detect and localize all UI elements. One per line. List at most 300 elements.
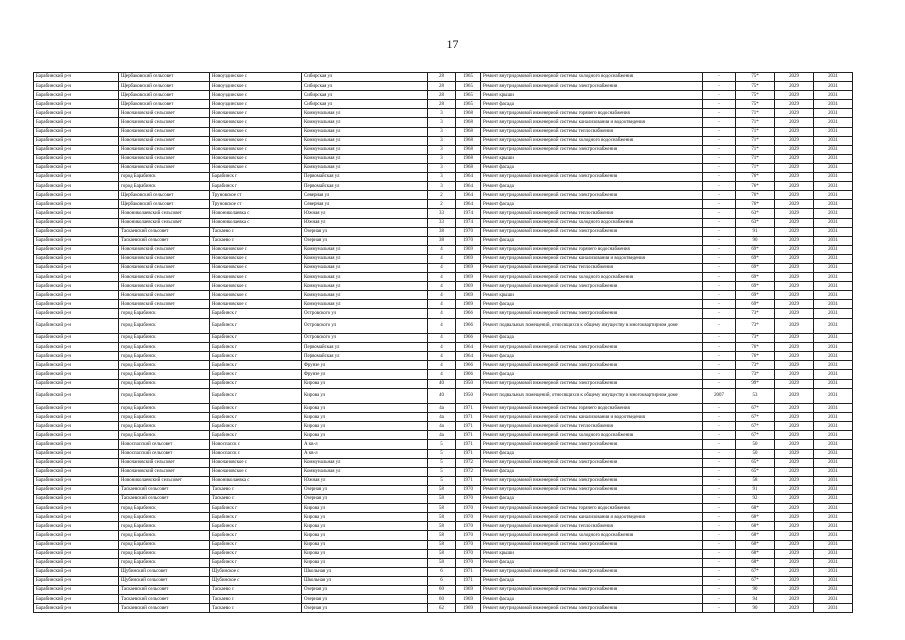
cell-street: Коммунальная ул bbox=[302, 127, 428, 136]
cell-plan-to: 2031 bbox=[814, 604, 853, 613]
table-row bbox=[34, 576, 853, 585]
cell-district: Барабинский р-н bbox=[34, 82, 119, 91]
cell-plan-from: 2029 bbox=[775, 540, 814, 549]
cell-settlement: Таскаево с bbox=[210, 236, 302, 245]
cell-council: Новочановский сельсовет bbox=[119, 245, 210, 254]
cell-settlement: Новочановское с bbox=[210, 109, 302, 118]
cell-settlement: Таскаево с bbox=[210, 227, 302, 236]
cell-house: 58 bbox=[428, 485, 456, 494]
cell-house: 28 bbox=[428, 82, 456, 91]
cell-council: Щербаковский сельсовет bbox=[119, 191, 210, 200]
cell-last-repair: - bbox=[703, 136, 736, 145]
cell-plan-to: 2031 bbox=[814, 300, 853, 309]
cell-house: 3 bbox=[428, 163, 456, 172]
cell-year: 1974 bbox=[456, 209, 481, 218]
cell-street: Сибирская ул bbox=[302, 73, 428, 82]
table-row bbox=[34, 585, 853, 594]
cell-last-repair: - bbox=[703, 549, 736, 558]
cell-plan-to: 2031 bbox=[814, 145, 853, 154]
cell-work: Ремонт внутридомовой инженерной системы канализования и водоотведения bbox=[481, 254, 703, 263]
cell-house: 4 bbox=[428, 352, 456, 361]
cell-house: 4 bbox=[428, 361, 456, 370]
cell-street: Коммунальная ул bbox=[302, 145, 428, 154]
cell-plan-from: 2029 bbox=[775, 334, 814, 343]
cell-council: Новоспасский сельсовет bbox=[119, 440, 210, 449]
cell-plan-from: 2029 bbox=[775, 413, 814, 422]
cell-year: 1971 bbox=[456, 576, 481, 585]
cell-street: Первомайская ул bbox=[302, 173, 428, 182]
cell-plan-to: 2031 bbox=[814, 352, 853, 361]
cell-house: 4а bbox=[428, 422, 456, 431]
cell-plan-from: 2029 bbox=[775, 585, 814, 594]
cell-settlement: Барабинск г bbox=[210, 513, 302, 522]
cell-house: 58 bbox=[428, 522, 456, 531]
cell-house: 33 bbox=[428, 218, 456, 227]
cell-plan-from: 2029 bbox=[775, 200, 814, 209]
table-row bbox=[34, 422, 853, 431]
cell-last-repair: - bbox=[703, 567, 736, 576]
cell-house: 3 bbox=[428, 136, 456, 145]
cell-plan-to: 2031 bbox=[814, 595, 853, 604]
cell-plan-from: 2029 bbox=[775, 558, 814, 567]
cell-council: город Барабинск bbox=[119, 540, 210, 549]
table-row bbox=[34, 154, 853, 163]
table-row bbox=[34, 273, 853, 282]
cell-settlement: Новониколаевка с bbox=[210, 209, 302, 218]
cell-wear: 71* bbox=[736, 109, 775, 118]
cell-wear: 75* bbox=[736, 82, 775, 91]
table-row bbox=[34, 218, 853, 227]
cell-street: Сибирская ул bbox=[302, 100, 428, 109]
cell-work: Ремонт внутридомовой инженерной системы электроснабжения bbox=[481, 361, 703, 370]
cell-wear: 75* bbox=[736, 100, 775, 109]
cell-plan-to: 2031 bbox=[814, 431, 853, 440]
cell-plan-to: 2031 bbox=[814, 100, 853, 109]
cell-council: Таскаевский сельсовет bbox=[119, 236, 210, 245]
cell-last-repair: - bbox=[703, 370, 736, 379]
cell-plan-to: 2031 bbox=[814, 127, 853, 136]
cell-last-repair: - bbox=[703, 413, 736, 422]
cell-last-repair: - bbox=[703, 476, 736, 485]
cell-year: 1969 bbox=[456, 585, 481, 594]
cell-council: Новочановский сельсовет bbox=[119, 145, 210, 154]
cell-district: Барабинский р-н bbox=[34, 182, 119, 191]
table-row bbox=[34, 82, 853, 91]
cell-wear: 75* bbox=[736, 73, 775, 82]
cell-street: Коммунальная ул bbox=[302, 291, 428, 300]
cell-last-repair: - bbox=[703, 352, 736, 361]
cell-district: Барабинский р-н bbox=[34, 254, 119, 263]
cell-plan-to: 2031 bbox=[814, 318, 853, 334]
cell-last-repair: - bbox=[703, 440, 736, 449]
cell-plan-from: 2029 bbox=[775, 388, 814, 404]
cell-house: 4 bbox=[428, 334, 456, 343]
cell-district: Барабинский р-н bbox=[34, 585, 119, 594]
cell-wear: 68* bbox=[736, 549, 775, 558]
cell-plan-from: 2029 bbox=[775, 109, 814, 118]
cell-work: Ремонт фасада bbox=[481, 200, 703, 209]
cell-council: Новочановский сельсовет bbox=[119, 467, 210, 476]
cell-street: Фрунзе ул bbox=[302, 361, 428, 370]
cell-last-repair: - bbox=[703, 431, 736, 440]
cell-work: Ремонт крыши bbox=[481, 91, 703, 100]
cell-plan-from: 2029 bbox=[775, 513, 814, 522]
cell-council: город Барабинск bbox=[119, 334, 210, 343]
cell-work: Ремонт внутридомовой инженерной системы электроснабжения bbox=[481, 145, 703, 154]
cell-last-repair: - bbox=[703, 504, 736, 513]
cell-district: Барабинский р-н bbox=[34, 209, 119, 218]
cell-plan-to: 2031 bbox=[814, 227, 853, 236]
cell-street: Северная ул bbox=[302, 200, 428, 209]
cell-work: Ремонт внутридомовой инженерной системы горячего водоснабжения bbox=[481, 245, 703, 254]
cell-plan-from: 2029 bbox=[775, 245, 814, 254]
cell-settlement: Барабинск г bbox=[210, 352, 302, 361]
cell-plan-to: 2031 bbox=[814, 273, 853, 282]
cell-council: Таскаевский сельсовет bbox=[119, 585, 210, 594]
cell-settlement: Барабинск г bbox=[210, 540, 302, 549]
cell-district: Барабинский р-н bbox=[34, 227, 119, 236]
cell-plan-from: 2029 bbox=[775, 118, 814, 127]
cell-work: Ремонт внутридомовой инженерной системы теплоснабжения bbox=[481, 127, 703, 136]
cell-council: Новочановский сельсовет bbox=[119, 291, 210, 300]
cell-plan-from: 2029 bbox=[775, 422, 814, 431]
cell-year: 1969 bbox=[456, 300, 481, 309]
cell-street: Коммунальная ул bbox=[302, 109, 428, 118]
cell-wear: 67* bbox=[736, 404, 775, 413]
table-row bbox=[34, 318, 853, 334]
cell-council: Щубинский сельсовет bbox=[119, 567, 210, 576]
cell-settlement: Труновское ст bbox=[210, 200, 302, 209]
cell-plan-from: 2029 bbox=[775, 567, 814, 576]
cell-year: 1970 bbox=[456, 549, 481, 558]
cell-plan-to: 2031 bbox=[814, 504, 853, 513]
cell-plan-to: 2031 bbox=[814, 209, 853, 218]
cell-house: 33 bbox=[428, 209, 456, 218]
cell-council: Щубинский сельсовет bbox=[119, 576, 210, 585]
cell-wear: 63* bbox=[736, 218, 775, 227]
cell-council: Новочановский сельсовет bbox=[119, 282, 210, 291]
cell-year: 1966 bbox=[456, 370, 481, 379]
cell-street: Кирова ул bbox=[302, 513, 428, 522]
cell-plan-to: 2031 bbox=[814, 531, 853, 540]
cell-work: Ремонт внутридомовой инженерной системы горячего водоснабжения bbox=[481, 404, 703, 413]
cell-street: Кирова ул bbox=[302, 531, 428, 540]
table-row bbox=[34, 379, 853, 388]
cell-work: Ремонт внутридомовой инженерной системы электроснабжения bbox=[481, 227, 703, 236]
cell-district: Барабинский р-н bbox=[34, 549, 119, 558]
cell-last-repair: - bbox=[703, 334, 736, 343]
cell-settlement: Новочановское с bbox=[210, 300, 302, 309]
table-body bbox=[34, 73, 853, 613]
cell-house: 2 bbox=[428, 200, 456, 209]
cell-year: 1970 bbox=[456, 531, 481, 540]
table-row bbox=[34, 567, 853, 576]
cell-plan-from: 2029 bbox=[775, 191, 814, 200]
cell-plan-from: 2029 bbox=[775, 163, 814, 172]
cell-street: Кирова ул bbox=[302, 504, 428, 513]
cell-settlement: Барабинск г bbox=[210, 413, 302, 422]
cell-wear: 50 bbox=[736, 440, 775, 449]
cell-settlement: Новочановское с bbox=[210, 245, 302, 254]
cell-plan-to: 2031 bbox=[814, 567, 853, 576]
cell-house: 58 bbox=[428, 549, 456, 558]
cell-street: Коммунальная ул bbox=[302, 273, 428, 282]
cell-plan-from: 2029 bbox=[775, 236, 814, 245]
cell-house: 4а bbox=[428, 431, 456, 440]
cell-last-repair: - bbox=[703, 127, 736, 136]
cell-plan-to: 2031 bbox=[814, 449, 853, 458]
cell-plan-to: 2031 bbox=[814, 282, 853, 291]
cell-wear: 73* bbox=[736, 361, 775, 370]
cell-wear: 92 bbox=[736, 495, 775, 504]
cell-plan-to: 2031 bbox=[814, 413, 853, 422]
cell-plan-to: 2031 bbox=[814, 467, 853, 476]
cell-wear: 69* bbox=[736, 254, 775, 263]
cell-work: Ремонт подвальных помещений, относящихся к общему имуществу в многоквартирном доме bbox=[481, 318, 703, 334]
cell-council: Новочановский сельсовет bbox=[119, 118, 210, 127]
cell-street: Кирова ул bbox=[302, 558, 428, 567]
table-row bbox=[34, 109, 853, 118]
table-row bbox=[34, 549, 853, 558]
cell-plan-to: 2031 bbox=[814, 82, 853, 91]
cell-settlement: Таскаево с bbox=[210, 495, 302, 504]
cell-wear: 69* bbox=[736, 273, 775, 282]
cell-council: город Барабинск bbox=[119, 431, 210, 440]
cell-house: 6 bbox=[428, 567, 456, 576]
table-row bbox=[34, 173, 853, 182]
cell-wear: 76* bbox=[736, 352, 775, 361]
cell-last-repair: - bbox=[703, 309, 736, 318]
cell-last-repair: - bbox=[703, 154, 736, 163]
cell-settlement: Новочановское с bbox=[210, 458, 302, 467]
cell-plan-to: 2031 bbox=[814, 263, 853, 272]
cell-plan-from: 2029 bbox=[775, 485, 814, 494]
cell-last-repair: - bbox=[703, 163, 736, 172]
cell-council: город Барабинск bbox=[119, 352, 210, 361]
cell-plan-to: 2031 bbox=[814, 522, 853, 531]
cell-work: Ремонт фасада bbox=[481, 449, 703, 458]
cell-plan-to: 2031 bbox=[814, 458, 853, 467]
table-row bbox=[34, 558, 853, 567]
cell-plan-to: 2031 bbox=[814, 245, 853, 254]
table-row bbox=[34, 413, 853, 422]
cell-wear: 91 bbox=[736, 485, 775, 494]
cell-year: 1965 bbox=[456, 91, 481, 100]
cell-settlement: Новоуздинское с bbox=[210, 82, 302, 91]
cell-work: Ремонт внутридомовой инженерной системы электроснабжения bbox=[481, 485, 703, 494]
cell-council: Щербаковский сельсовет bbox=[119, 100, 210, 109]
cell-last-repair: - bbox=[703, 218, 736, 227]
table-row bbox=[34, 495, 853, 504]
cell-plan-to: 2031 bbox=[814, 585, 853, 594]
cell-street: Кирова ул bbox=[302, 549, 428, 558]
cell-street: Островского ул bbox=[302, 318, 428, 334]
cell-street: Коммунальная ул bbox=[302, 118, 428, 127]
page-number: 17 bbox=[446, 37, 459, 51]
table-row bbox=[34, 200, 853, 209]
cell-settlement: Новочановское с bbox=[210, 282, 302, 291]
cell-district: Барабинский р-н bbox=[34, 495, 119, 504]
cell-year: 1971 bbox=[456, 431, 481, 440]
cell-wear: 91 bbox=[736, 227, 775, 236]
cell-work: Ремонт внутридомовой инженерной системы электроснабжения bbox=[481, 343, 703, 352]
cell-settlement: Новочановское с bbox=[210, 136, 302, 145]
cell-street: Южная ул bbox=[302, 218, 428, 227]
cell-plan-to: 2031 bbox=[814, 118, 853, 127]
cell-council: Новочановский сельсовет bbox=[119, 273, 210, 282]
cell-district: Барабинский р-н bbox=[34, 476, 119, 485]
cell-settlement: Таскаево с bbox=[210, 595, 302, 604]
cell-plan-from: 2029 bbox=[775, 300, 814, 309]
cell-year: 1966 bbox=[456, 309, 481, 318]
cell-street: Коммунальная ул bbox=[302, 154, 428, 163]
cell-wear: 71* bbox=[736, 118, 775, 127]
cell-street: Озерная ул bbox=[302, 485, 428, 494]
cell-year: 1971 bbox=[456, 476, 481, 485]
cell-work: Ремонт фасада bbox=[481, 182, 703, 191]
cell-plan-from: 2029 bbox=[775, 209, 814, 218]
cell-district: Барабинский р-н bbox=[34, 263, 119, 272]
table-row bbox=[34, 531, 853, 540]
cell-plan-to: 2031 bbox=[814, 173, 853, 182]
table-row bbox=[34, 127, 853, 136]
cell-work: Ремонт внутридомовой инженерной системы электроснабжения bbox=[481, 379, 703, 388]
table-row bbox=[34, 440, 853, 449]
cell-district: Барабинский р-н bbox=[34, 361, 119, 370]
cell-house: 4 bbox=[428, 370, 456, 379]
cell-wear: 71* bbox=[736, 154, 775, 163]
cell-council: город Барабинск bbox=[119, 422, 210, 431]
cell-last-repair: - bbox=[703, 82, 736, 91]
table-row bbox=[34, 485, 853, 494]
cell-plan-to: 2031 bbox=[814, 109, 853, 118]
table-row bbox=[34, 73, 853, 82]
cell-council: Новочановский сельсовет bbox=[119, 263, 210, 272]
cell-plan-from: 2029 bbox=[775, 73, 814, 82]
cell-district: Барабинский р-н bbox=[34, 404, 119, 413]
cell-house: 3 bbox=[428, 145, 456, 154]
cell-house: 3 bbox=[428, 154, 456, 163]
cell-last-repair: - bbox=[703, 109, 736, 118]
cell-council: город Барабинск bbox=[119, 370, 210, 379]
cell-plan-from: 2029 bbox=[775, 91, 814, 100]
cell-last-repair: - bbox=[703, 449, 736, 458]
cell-plan-to: 2031 bbox=[814, 476, 853, 485]
cell-district: Барабинский р-н bbox=[34, 504, 119, 513]
cell-year: 1968 bbox=[456, 127, 481, 136]
cell-settlement: Барабинск г bbox=[210, 379, 302, 388]
cell-plan-from: 2029 bbox=[775, 154, 814, 163]
cell-last-repair: - bbox=[703, 485, 736, 494]
cell-council: Щербаковский сельсовет bbox=[119, 200, 210, 209]
cell-settlement: Барабинск г bbox=[210, 388, 302, 404]
cell-work: Ремонт внутридомовой инженерной системы электроснабжения bbox=[481, 282, 703, 291]
table-row bbox=[34, 91, 853, 100]
cell-work: Ремонт подвальных помещений, относящихся к общему имуществу в многоквартирном доме bbox=[481, 388, 703, 404]
cell-last-repair: - bbox=[703, 495, 736, 504]
cell-street: Коммунальная ул bbox=[302, 300, 428, 309]
cell-year: 1964 bbox=[456, 173, 481, 182]
cell-council: Таскаевский сельсовет bbox=[119, 595, 210, 604]
cell-work: Ремонт внутридомовой инженерной системы канализования и водоотведения bbox=[481, 118, 703, 127]
cell-wear: 73* bbox=[736, 334, 775, 343]
cell-year: 1972 bbox=[456, 458, 481, 467]
cell-year: 1970 bbox=[456, 495, 481, 504]
table-row bbox=[34, 163, 853, 172]
cell-street: Фрунзе ул bbox=[302, 370, 428, 379]
cell-house: 4а bbox=[428, 413, 456, 422]
cell-district: Барабинский р-н bbox=[34, 173, 119, 182]
cell-wear: 76* bbox=[736, 173, 775, 182]
cell-wear: 71* bbox=[736, 163, 775, 172]
table-row bbox=[34, 145, 853, 154]
cell-council: Новочановский сельсовет bbox=[119, 136, 210, 145]
cell-council: город Барабинск bbox=[119, 388, 210, 404]
cell-work: Ремонт крыши bbox=[481, 154, 703, 163]
cell-district: Барабинский р-н bbox=[34, 282, 119, 291]
table-row bbox=[34, 245, 853, 254]
cell-wear: 63* bbox=[736, 209, 775, 218]
table-row bbox=[34, 504, 853, 513]
cell-settlement: Новочановское с bbox=[210, 291, 302, 300]
cell-plan-to: 2031 bbox=[814, 254, 853, 263]
cell-street: Сибирская ул bbox=[302, 91, 428, 100]
cell-plan-to: 2031 bbox=[814, 540, 853, 549]
table-row bbox=[34, 191, 853, 200]
cell-plan-from: 2029 bbox=[775, 361, 814, 370]
cell-settlement: Таскаево с bbox=[210, 485, 302, 494]
cell-wear: 71* bbox=[736, 145, 775, 154]
cell-house: 4 bbox=[428, 254, 456, 263]
cell-council: Новониколаевский сельсовет bbox=[119, 476, 210, 485]
cell-street: Озерная ул bbox=[302, 227, 428, 236]
table-row bbox=[34, 334, 853, 343]
cell-year: 1966 bbox=[456, 318, 481, 334]
cell-plan-to: 2031 bbox=[814, 422, 853, 431]
cell-year: 1950 bbox=[456, 379, 481, 388]
cell-district: Барабинский р-н bbox=[34, 440, 119, 449]
cell-district: Барабинский р-н bbox=[34, 136, 119, 145]
cell-year: 1966 bbox=[456, 334, 481, 343]
cell-plan-to: 2031 bbox=[814, 291, 853, 300]
cell-district: Барабинский р-н bbox=[34, 522, 119, 531]
cell-year: 1970 bbox=[456, 558, 481, 567]
cell-council: Новониколаевский сельсовет bbox=[119, 209, 210, 218]
cell-wear: 69* bbox=[736, 245, 775, 254]
cell-year: 1968 bbox=[456, 109, 481, 118]
cell-plan-from: 2029 bbox=[775, 263, 814, 272]
cell-work: Ремонт внутридомовой инженерной системы канализования и водоотведения bbox=[481, 513, 703, 522]
cell-year: 1964 bbox=[456, 200, 481, 209]
table-row bbox=[34, 100, 853, 109]
cell-plan-from: 2029 bbox=[775, 504, 814, 513]
cell-work: Ремонт внутридомовой инженерной системы электроснабжения bbox=[481, 191, 703, 200]
cell-year: 1969 bbox=[456, 595, 481, 604]
cell-house: 3 bbox=[428, 127, 456, 136]
cell-year: 1964 bbox=[456, 182, 481, 191]
cell-work: Ремонт фасада bbox=[481, 595, 703, 604]
cell-house: 5 bbox=[428, 440, 456, 449]
cell-street: Островского ул bbox=[302, 334, 428, 343]
cell-plan-from: 2029 bbox=[775, 531, 814, 540]
table-row bbox=[34, 343, 853, 352]
table-row bbox=[34, 370, 853, 379]
cell-settlement: Барабинск г bbox=[210, 504, 302, 513]
cell-year: 1950 bbox=[456, 388, 481, 404]
cell-council: город Барабинск bbox=[119, 379, 210, 388]
cell-plan-from: 2029 bbox=[775, 604, 814, 613]
cell-council: город Барабинск bbox=[119, 173, 210, 182]
